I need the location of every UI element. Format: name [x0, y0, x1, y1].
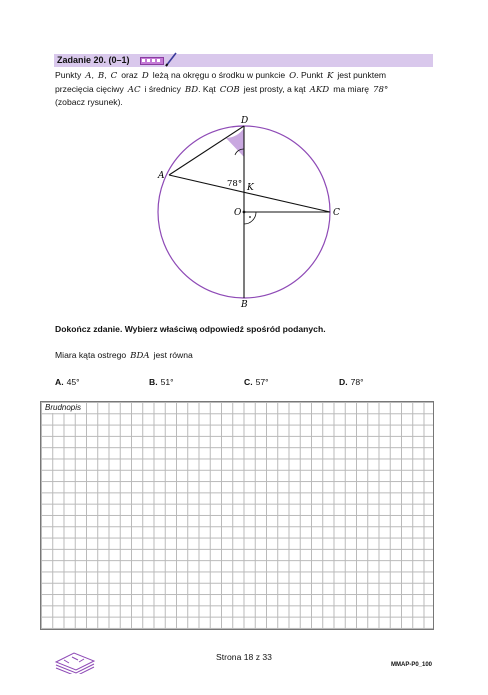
label-c: C [333, 208, 340, 218]
point-o [243, 211, 246, 214]
instruction: Dokończ zdanie. Wybierz właściwą odpowiedź spośród podanych. [55, 324, 326, 334]
question: Miara kąta ostrego BDA jest równa [55, 350, 193, 361]
task-header [54, 54, 433, 67]
intro-line-2: przecięcia cięciwy AC i średnicy BD. Kąt COB jest prosty, a kąt AKD ma miarę 78° [55, 84, 389, 95]
answer-a[interactable]: A. 45° [55, 377, 80, 387]
scratchpad-grid[interactable] [40, 401, 434, 630]
label-o: O [234, 208, 242, 218]
label-b: B [241, 300, 248, 310]
chord-ac [169, 175, 330, 212]
chord-da [169, 126, 244, 175]
scratchpad-label: Brudnopis [45, 403, 82, 412]
answer-b[interactable]: B. 51° [149, 377, 174, 387]
answer-d[interactable]: D. 78° [339, 377, 364, 387]
task-title: Zadanie 20. (0–1) [57, 55, 130, 65]
intro-line-3: (zobacz rysunek). [55, 97, 123, 107]
right-angle-dot [249, 216, 251, 218]
right-angle-mark [244, 212, 256, 224]
page-number: Strona 18 z 33 [216, 652, 272, 662]
document-code: MMAP-P0_100 [390, 662, 432, 668]
label-angle-78: 78° [227, 179, 243, 189]
label-d: D [241, 116, 249, 126]
score-badge [140, 57, 164, 65]
label-k: K [247, 183, 254, 193]
pen-icon [164, 52, 178, 68]
geometry-figure [150, 110, 340, 312]
label-a: A [158, 171, 165, 181]
answer-c[interactable]: C. 57° [244, 377, 269, 387]
intro-line-1: Punkty A, B, C oraz D leżą na okręgu o środku w punkcie O. Punkt K jest punktem [55, 70, 387, 81]
